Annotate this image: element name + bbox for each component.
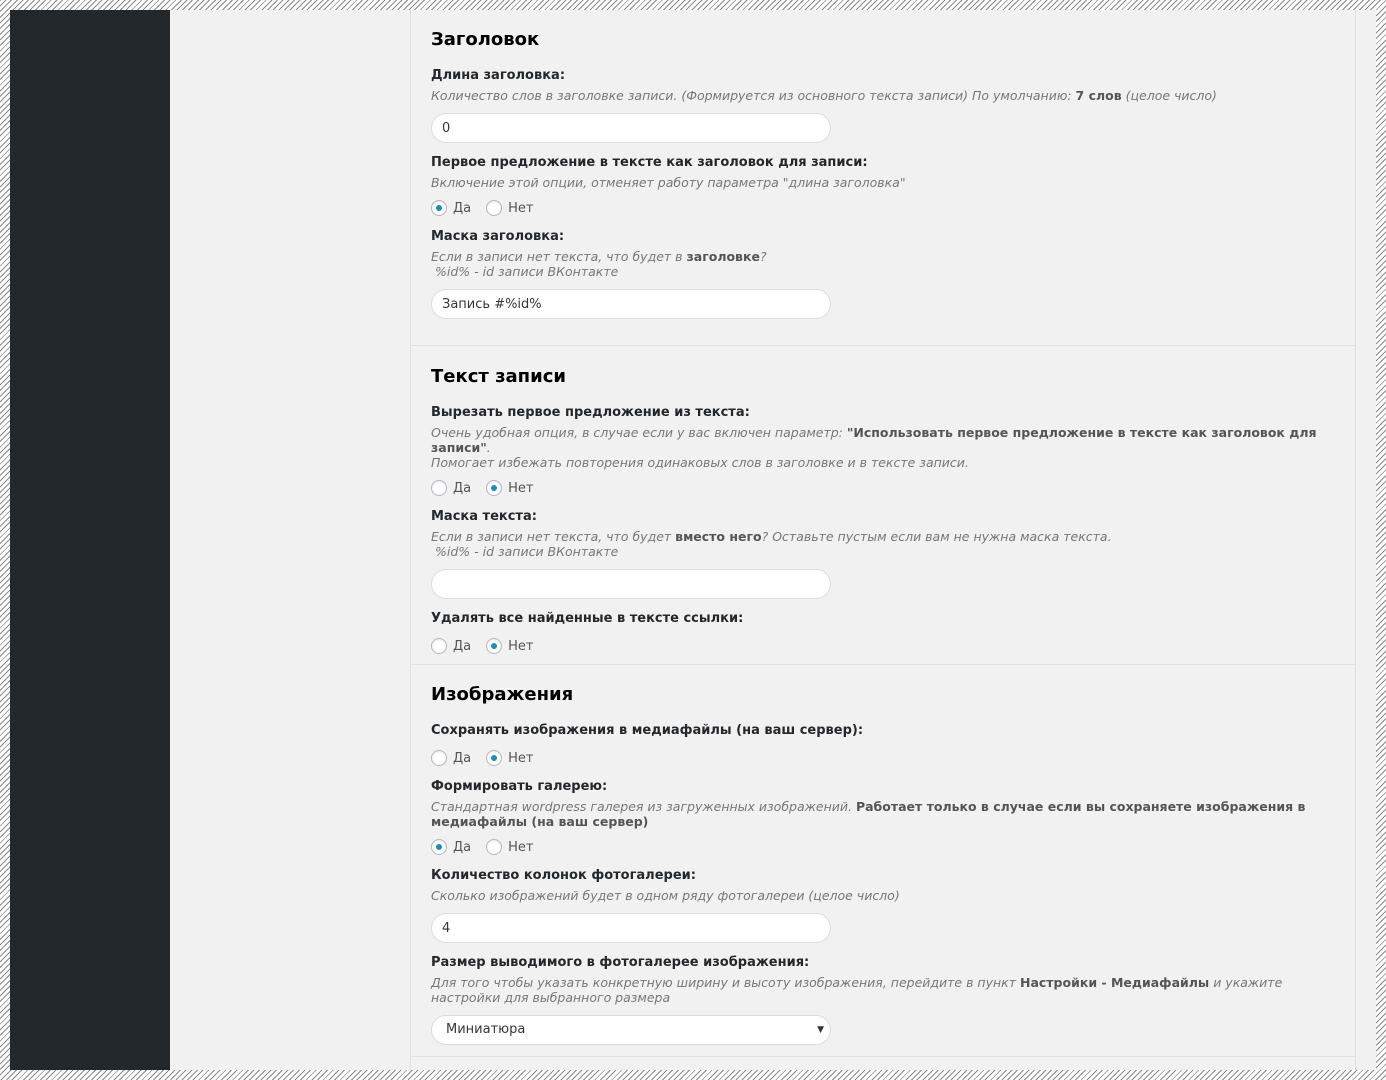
field-title-length bbox=[431, 67, 1335, 143]
radio-group bbox=[431, 637, 1335, 655]
radio-unchecked-icon[interactable] bbox=[431, 480, 447, 496]
settings-panel bbox=[410, 10, 1356, 1070]
field-title-mask bbox=[431, 228, 1335, 319]
radio-unchecked-icon[interactable] bbox=[431, 638, 447, 654]
section-heading: Изображения bbox=[431, 684, 574, 705]
field-label: Количество колонок фотогалереи: bbox=[431, 868, 696, 883]
radio-label: Нет bbox=[508, 839, 534, 855]
field-description: Сколько изображений будет в одном ряду фотогалереи (целое число) bbox=[431, 888, 900, 903]
dropdown-arrow-icon[interactable]: ▼ bbox=[817, 1025, 824, 1035]
radio-label: Нет bbox=[508, 750, 534, 766]
field-text-mask bbox=[431, 508, 1335, 599]
field-label: Длина заголовка: bbox=[431, 68, 566, 83]
radio-yes[interactable] bbox=[431, 638, 471, 654]
radio-label: Да bbox=[453, 638, 472, 654]
radio-label: Да bbox=[453, 839, 472, 855]
field-gallery bbox=[431, 778, 1335, 856]
radio-group bbox=[431, 838, 1335, 856]
field-description: Если в записи нет текста, что будет в заголовке? %id% - id записи ВКонтакте bbox=[431, 249, 767, 279]
field-description: Если в записи нет текста, что будет вместо него? Оставьте пустым если вам не нужна маска текста. %id% - id записи ВКонтакте bbox=[431, 529, 1112, 559]
section-heading: Текст записи bbox=[431, 366, 567, 387]
field-image-size bbox=[431, 954, 1335, 1045]
field-description: Включение этой опции, отменяет работу параметра "длина заголовка" bbox=[431, 175, 906, 190]
radio-group bbox=[431, 749, 1335, 767]
field-label: Вырезать первое предложение из текста: bbox=[431, 405, 750, 420]
radio-checked-icon[interactable] bbox=[486, 638, 502, 654]
radio-label: Да bbox=[453, 480, 472, 496]
radio-checked-icon[interactable] bbox=[486, 480, 502, 496]
field-cut-first bbox=[431, 404, 1335, 497]
field-label: Маска текста: bbox=[431, 509, 537, 524]
field-description: Количество слов в заголовке записи. (Формируется из основного текста записи) По умолчанию: 7 слов (целое число) bbox=[431, 88, 1217, 103]
radio-no[interactable] bbox=[486, 750, 533, 766]
radio-unchecked-icon[interactable] bbox=[486, 200, 502, 216]
field-label: Маска заголовка: bbox=[431, 229, 565, 244]
gallery-columns-input[interactable] bbox=[431, 913, 831, 943]
field-description: Стандартная wordpress галерея из загруженных изображений. Работает только в случае если вы сохраняете изображения в медиафайлы (на ваш сервер) bbox=[431, 799, 1306, 829]
field-description: Для того чтобы указать конкретную ширину и высоту изображения, перейдите в пункт Настройки - Медиафайлы и укажите настройки для выбранного размера bbox=[431, 975, 1283, 1005]
field-remove-links bbox=[431, 610, 1335, 655]
radio-no[interactable] bbox=[486, 480, 533, 496]
radio-yes[interactable] bbox=[431, 750, 471, 766]
radio-label: Нет bbox=[508, 200, 534, 216]
field-label: Формировать галерею: bbox=[431, 779, 608, 794]
title-mask-input[interactable] bbox=[431, 289, 831, 319]
radio-no[interactable] bbox=[486, 200, 533, 216]
radio-checked-icon[interactable] bbox=[486, 750, 502, 766]
text-mask-input[interactable] bbox=[431, 569, 831, 599]
admin-sidebar bbox=[10, 10, 170, 1070]
radio-yes[interactable] bbox=[431, 839, 471, 855]
field-label: Размер выводимого в фотогалерее изображения: bbox=[431, 955, 810, 970]
radio-yes[interactable] bbox=[431, 480, 471, 496]
field-first-sentence bbox=[431, 154, 1335, 217]
field-gallery-columns bbox=[431, 867, 1335, 943]
radio-label: Нет bbox=[508, 638, 534, 654]
radio-label: Нет bbox=[508, 480, 534, 496]
field-label: Сохранять изображения в медиафайлы (на ваш сервер): bbox=[431, 723, 864, 738]
title-length-input[interactable] bbox=[431, 113, 831, 143]
radio-label: Да bbox=[453, 750, 472, 766]
radio-checked-icon[interactable] bbox=[431, 839, 447, 855]
section-text bbox=[411, 346, 1355, 665]
radio-unchecked-icon[interactable] bbox=[486, 839, 502, 855]
radio-label: Да bbox=[453, 200, 472, 216]
image-size-select[interactable] bbox=[431, 1015, 831, 1045]
settings-frame bbox=[10, 10, 1376, 1070]
selected-option: Миниатюра bbox=[446, 1022, 526, 1037]
section-heading: Заголовок bbox=[431, 29, 540, 50]
radio-checked-icon[interactable] bbox=[431, 200, 447, 216]
radio-group bbox=[431, 479, 1335, 497]
field-label: Удалять все найденные в тексте ссылки: bbox=[431, 611, 744, 626]
field-description: Очень удобная опция, в случае если у вас включен параметр: "Использовать первое предложение в тексте как заголовок для записи". Помогает избежать повторения одинаковых слов в заголовке и в тексте записи. bbox=[431, 425, 1317, 470]
radio-yes[interactable] bbox=[431, 200, 471, 216]
radio-no[interactable] bbox=[486, 638, 533, 654]
field-save-media bbox=[431, 722, 1335, 767]
section-title bbox=[411, 10, 1355, 346]
radio-no[interactable] bbox=[486, 839, 533, 855]
section-images bbox=[411, 665, 1355, 1057]
field-label: Первое предложение в тексте как заголовок для записи: bbox=[431, 155, 868, 170]
radio-group bbox=[431, 199, 1335, 217]
radio-unchecked-icon[interactable] bbox=[431, 750, 447, 766]
